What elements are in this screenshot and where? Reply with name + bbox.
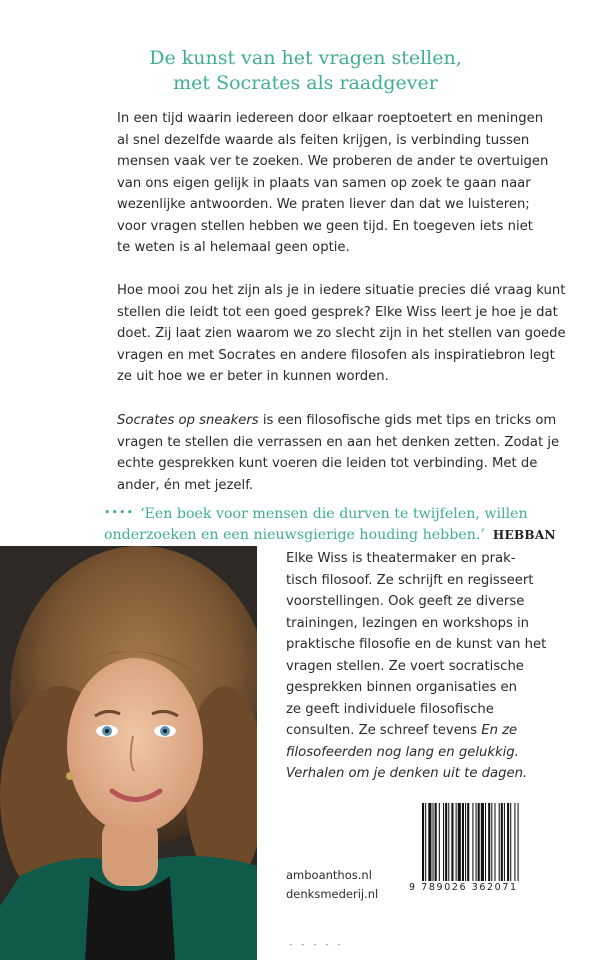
barcode-bar [476,803,477,881]
barcode-bar [435,803,437,881]
headline-line-2: met Socrates als raadgever [173,72,438,94]
text-line: wezenlijke antwoorden. We praten liever dan dat we luisteren; [117,197,530,212]
book-title-italic: Verhalen om je denken uit te dagen. [286,766,528,781]
barcode-bar [439,803,440,881]
barcode-bar [467,803,469,881]
text-line: praktische filosofie en de kunst van het [286,637,547,652]
barcode-bar [451,803,453,881]
author-portrait-illustration [0,546,257,960]
text-line: Hoe mooi zou het zijn als je in iedere situatie precies dié vraag kunt [117,283,566,298]
barcode-bar [481,803,484,881]
text-line: vragen en met Socrates en andere filosofen als inspiratiebron legt [117,347,555,363]
text-line: mensen vaak ver te zoeken. We proberen de ander te overtuigen [117,154,549,169]
text-span: is theatermaker en prak- [347,551,516,566]
book-title-italic: filosofeerden nog lang en gelukkig. [286,744,519,760]
publisher-url: amboanthos.nl [286,868,372,882]
quote-dots-icon: •••• [104,506,134,519]
barcode-bar [504,803,505,881]
quote-source: HEBBAN [492,528,556,542]
quote-line-2 [104,525,574,546]
author-name: Elke Wiss [286,551,348,566]
text-line: vragen te stellen die verrassen en aan het denken zetten. Zodat je [117,434,560,450]
text-line [286,763,596,785]
text-line [286,548,596,570]
text-line: doet. Zij laat zien waarom we zo slecht zijn in het stellen van goede [117,326,566,341]
text-line: ze uit hoe we er beter in kunnen worden. [117,369,389,384]
intro-paragraph [117,108,557,259]
barcode-bar [478,803,480,881]
barcode-bar [501,803,503,881]
decorative-dashes: - - - - - [289,940,344,950]
text-line: voor vragen stellen hebben we geen tijd. En toegeven iets niet [117,218,533,234]
text-line: gesprekken binnen organisaties en [286,680,518,695]
text-line: te weten is al helemaal geen optie. [117,240,350,255]
barcode-bar [510,803,511,881]
book-title-italic: Socrates op sneakers [117,413,259,428]
text-line: ander, én met jezelf. [117,477,254,493]
barcode-bar [456,803,457,881]
barcode-bar [488,803,490,881]
text-line: tisch filosoof. Ze schrijft en regisseert [286,572,534,588]
barcode-bar [472,803,473,881]
text-line: al snel dezelfde waarde als feiten krijgen, is verbinding tussen [117,132,530,148]
barcode-bar [499,803,500,881]
barcode-bar [458,803,461,881]
barcode-bar [507,803,509,881]
quote-text: onderzoeken en een nieuwsgierige houding hebben.’ [104,527,485,543]
barcode-bar [448,803,449,881]
text-line: trainingen, lezingen en workshops in [286,615,530,631]
text-line [117,410,557,432]
barcode-bar [491,803,492,881]
text-line: ze geeft individuele filosofische [286,701,494,717]
barcode-bar [465,803,466,881]
barcode-bar [443,803,444,881]
barcode-bar [518,803,519,881]
isbn-number: 9 789026 362071 [409,882,518,893]
book-title-italic: En ze [481,723,518,738]
barcode-bar [425,803,426,881]
second-paragraph [117,280,566,388]
barcode-bar [422,803,424,881]
barcode-bar [494,803,495,881]
text-line: stellen die leidt tot een goed gesprek? Elke Wiss leert je hoe je dat [117,304,558,320]
cover-headline [0,46,611,96]
text-line: van ons eigen gelijk in plaats van samen op zoek te gaan naar [117,175,531,191]
text-span: consulten. Ze schreef tevens [286,723,482,738]
barcode-bar [445,803,447,881]
headline-line-1: De kunst van het vragen stellen, [149,47,462,69]
text-line: vragen stellen. Ze voert socratische [286,658,524,674]
author-photo [0,546,257,960]
quote-text: ‘Een boek voor mensen die durven te twijfelen, willen [139,506,528,522]
barcode-bar [428,803,431,881]
review-quote [104,502,574,546]
barcode-icon [420,803,550,881]
text-line [286,720,596,742]
publisher-url: denksmederij.nl [286,887,379,901]
barcode-bar [514,803,515,881]
author-bio [286,548,596,785]
barcode-bar [485,803,486,881]
quote-line-1 [104,502,574,525]
text-line: voorstellingen. Ook geeft ze diverse [286,594,525,609]
text-line: echte gesprekken kunt voeren die leiden tot verbinding. Met de [117,456,538,471]
barcode-bar [462,803,464,881]
text-line: In een tijd waarin iedereen door elkaar roeptoetert en meningen [117,111,544,126]
barcode-bar [433,803,434,881]
third-paragraph [117,410,560,496]
text-span: is een filosofische gids met tips en tricks om [258,413,557,428]
text-line [286,742,596,764]
